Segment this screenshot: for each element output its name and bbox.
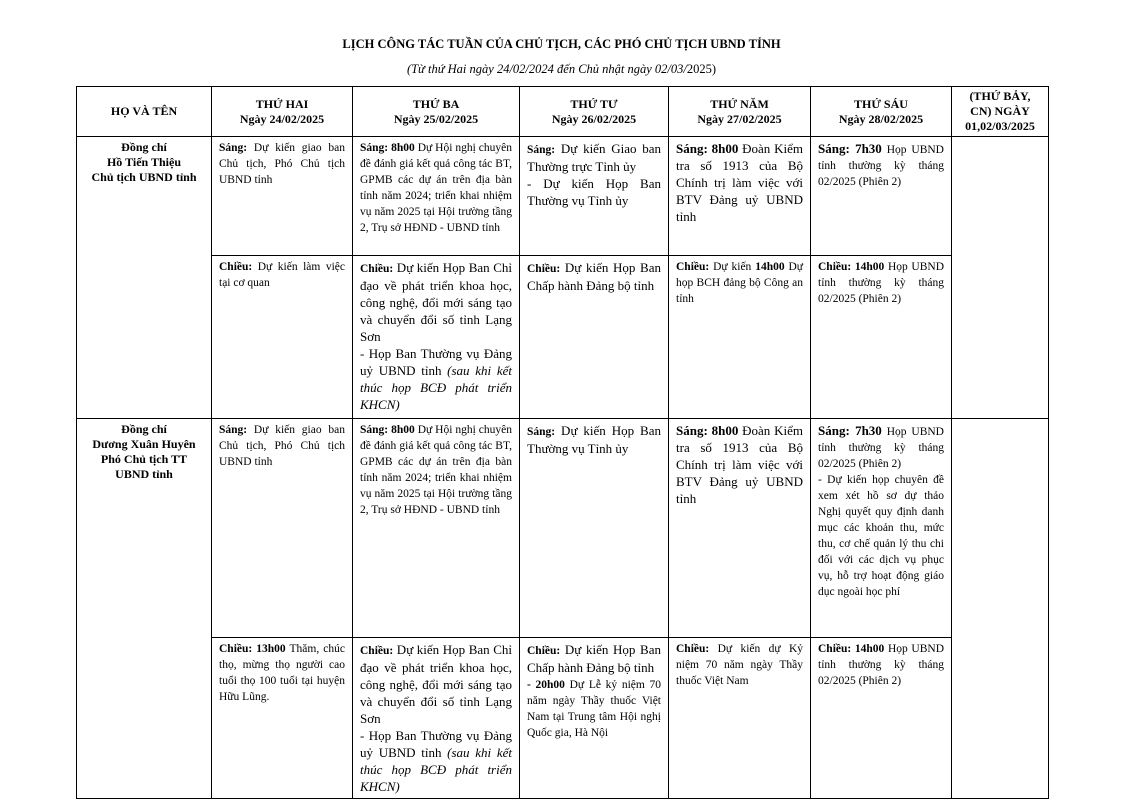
header-monday: THỨ HAI Ngày 24/02/2025 — [212, 87, 353, 137]
p1-weekend — [952, 137, 1049, 419]
person-2-name: Đồng chí Dương Xuân Huyên Phó Chủ tịch TT UBND tỉnh — [77, 419, 212, 799]
person-1-morning-row — [77, 137, 1049, 256]
p1-tue-afternoon: Chiều: Dự kiến Họp Ban Chỉ đạo về phát triển khoa học, công nghệ, đổi mới sáng tạo và chuyển đổi số tỉnh Lạng Sơn - Họp Ban Thường vụ Đảng uỷ UBND tỉnh (sau khi kết thúc họp BCĐ phát triển KHCN) — [353, 256, 520, 419]
person-1-afternoon-row — [77, 256, 1049, 419]
person-2-morning-row — [77, 419, 1049, 638]
p2-tue-afternoon: Chiều: Dự kiến Họp Ban Chỉ đạo về phát triển khoa học, công nghệ, đổi mới sáng tạo và chuyển đổi số tỉnh Lạng Sơn - Họp Ban Thường vụ Đảng uỷ UBND tỉnh (sau khi kết thúc họp BCĐ phát triển KHCN) — [353, 638, 520, 799]
header-name: HỌ VÀ TÊN — [77, 87, 212, 137]
subtitle-text: (Từ thứ Hai ngày 24/02/2024 đến Chủ nhật ngày 02/03/ — [406, 62, 687, 76]
schedule-table — [76, 86, 1049, 799]
header-thursday: THỨ NĂM Ngày 27/02/2025 — [669, 87, 811, 137]
p2-wed-afternoon: Chiều: Dự kiến Họp Ban Chấp hành Đảng bộ tỉnh - 20h00 Dự Lễ kỷ niệm 70 năm ngày Thầy thuốc Việt Nam tại Trung tâm Hội nghị Quốc gia, Hà Nội — [520, 638, 669, 799]
p2-tue-morning: Sáng: 8h00 Dự Hội nghị chuyên đề đánh giá kết quả công tác BT, GPMB các dự án trên địa bàn tỉnh năm 2024; triển khai nhiệm vụ năm 2025 tại Hội trường tầng 2, Trụ sở HĐND - UBND tỉnh — [353, 419, 520, 638]
subtitle-close: ) — [711, 62, 717, 76]
p2-mon-morning: Sáng: Dự kiến giao ban Chủ tịch, Phó Chủ tịch UBND tỉnh — [212, 419, 353, 638]
p2-weekend — [952, 419, 1049, 799]
p2-fri-morning: Sáng: 7h30 Họp UBND tỉnh thường kỳ tháng 02/2025 (Phiên 2) - Dự kiến họp chuyên đề xem xét hồ sơ dự thảo Nghị quyết quy định danh mục các khoản thu, mức thu, cơ chế quản lý thu chi đối với các dịch vụ phục vụ, hỗ trợ hoạt động giáo dục ngoài học phí — [811, 419, 952, 638]
page-title: LỊCH CÔNG TÁC TUẦN CỦA CHỦ TỊCH, CÁC PHÓ CHỦ TỊCH UBND TỈNH — [342, 37, 781, 51]
p1-fri-afternoon: Chiều: 14h00 Họp UBND tỉnh thường kỳ tháng 02/2025 (Phiên 2) — [811, 256, 952, 419]
person-2-afternoon-row — [77, 638, 1049, 799]
p2-wed-morning: Sáng: Dự kiến Họp Ban Thường vụ Tỉnh ủy — [520, 419, 669, 638]
header-tuesday: THỨ BA Ngày 25/02/2025 — [353, 87, 520, 137]
p1-thu-morning: Sáng: 8h00 Đoàn Kiểm tra số 1913 của Bộ Chính trị làm việc với BTV Đảng uỷ UBND tỉnh — [669, 137, 811, 256]
header-weekend: (THỨ BẢY, CN) NGÀY 01,02/03/2025 — [952, 87, 1049, 137]
p1-mon-morning: Sáng: Dự kiến giao ban Chủ tịch, Phó Chủ tịch UBND tỉnh — [212, 137, 353, 256]
header-row — [77, 87, 1049, 137]
p1-thu-afternoon: Chiều: Dự kiến 14h00 Dự họp BCH đảng bộ Công an tỉnh — [669, 256, 811, 419]
p2-fri-afternoon: Chiều: 14h00 Họp UBND tỉnh thường kỳ tháng 02/2025 (Phiên 2) — [811, 638, 952, 799]
p1-fri-morning: Sáng: 7h30 Họp UBND tỉnh thường kỳ tháng 02/2025 (Phiên 2) — [811, 137, 952, 256]
p1-mon-afternoon: Chiều: Dự kiến làm việc tại cơ quan — [212, 256, 353, 419]
page-subtitle — [0, 62, 1123, 77]
subtitle-year: 2025 — [686, 62, 712, 76]
p1-wed-afternoon: Chiều: Dự kiến Họp Ban Chấp hành Đảng bộ tỉnh — [520, 256, 669, 419]
p1-tue-morning: Sáng: 8h00 Dự Hội nghị chuyên đề đánh giá kết quả công tác BT, GPMB các dự án trên địa bàn tỉnh năm 2024; triển khai nhiệm vụ năm 2025 tại Hội trường tầng 2, Trụ sở HĐND - UBND tỉnh — [353, 137, 520, 256]
p2-thu-afternoon: Chiều: Dự kiến dự Kỷ niệm 70 năm ngày Thầy thuốc Việt Nam — [669, 638, 811, 799]
header-wednesday: THỨ TƯ Ngày 26/02/2025 — [520, 87, 669, 137]
p2-mon-afternoon: Chiều: 13h00 Thăm, chúc thọ, mừng thọ người cao tuổi thọ 100 tuổi tại huyện Hữu Lũng. — [212, 638, 353, 799]
person-1-name: Đồng chí Hồ Tiến Thiệu Chủ tịch UBND tỉnh — [77, 137, 212, 419]
header-friday: THỨ SÁU Ngày 28/02/2025 — [811, 87, 952, 137]
p1-wed-morning: Sáng: Dự kiến Giao ban Thường trực Tỉnh ủy - Dự kiến Họp Ban Thường vụ Tỉnh ủy — [520, 137, 669, 256]
p2-thu-morning: Sáng: 8h00 Đoàn Kiểm tra số 1913 của Bộ Chính trị làm việc với BTV Đảng uỷ UBND tỉnh — [669, 419, 811, 638]
